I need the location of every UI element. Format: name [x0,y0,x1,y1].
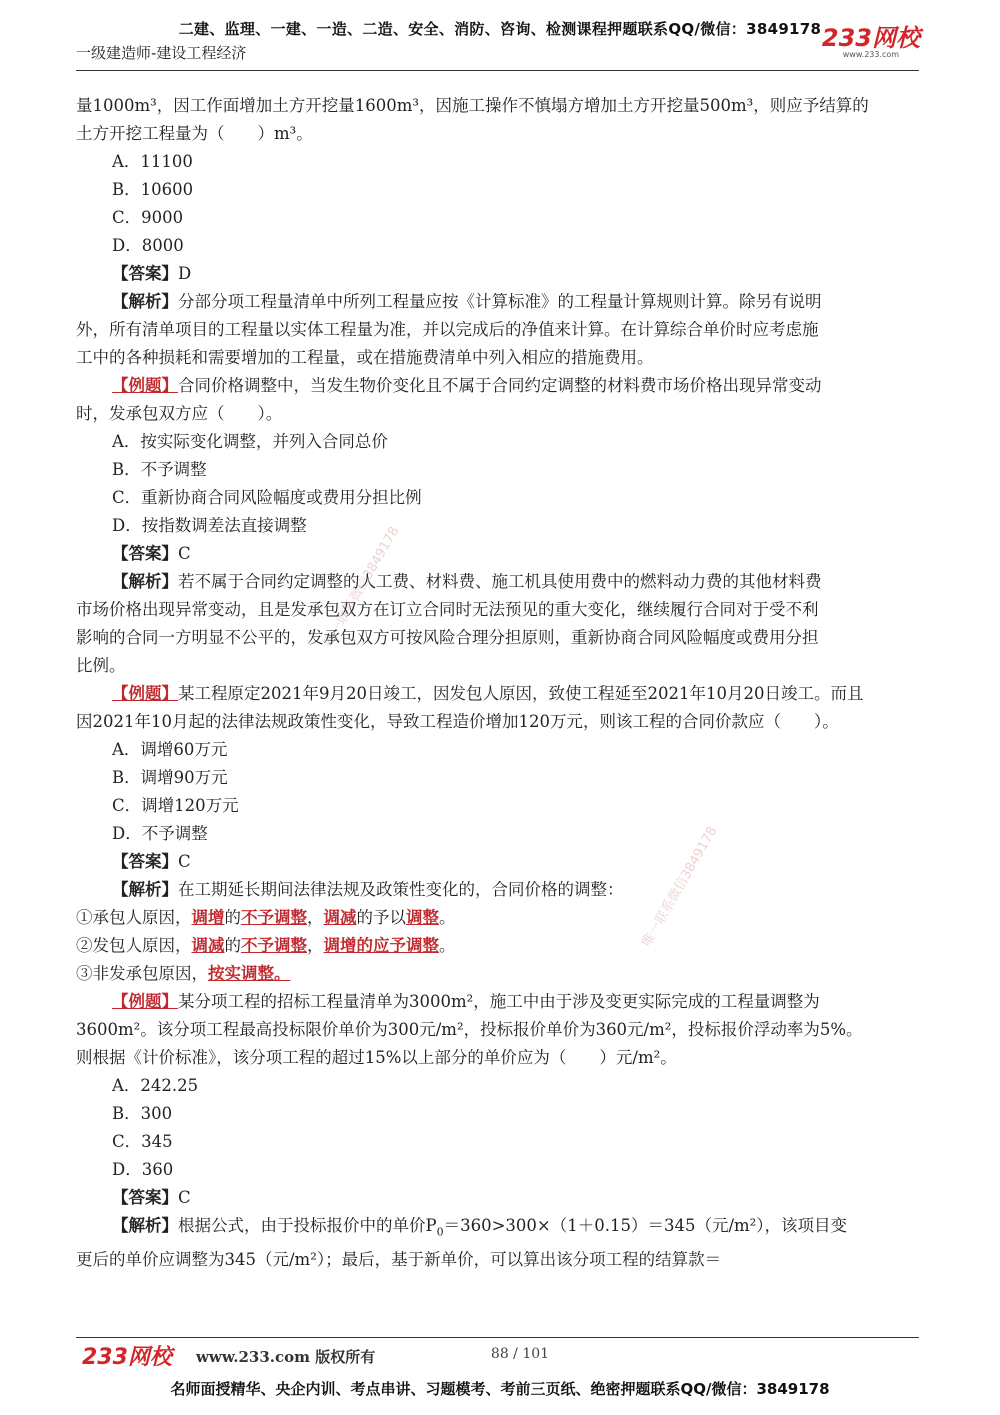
q3-rule1-b: 的 [224,908,241,927]
q4-option-d: D．360 [112,1160,174,1179]
q3-rule1-d: ， [307,908,324,927]
q1-option-a: A．11100 [112,152,193,171]
q3-stem-line2: 因2021年10月起的法律法规政策性变化，导致工程造价增加120万元，则该工程的合同价款应（ ）。 [76,712,839,731]
q1-answer-label: 【答案】 [112,264,178,283]
q4-analysis-line2: 更后的单价应调整为345（元/m²）；最后，基于新单价，可以算出该分项工程的结算款＝ [76,1250,722,1270]
q2-stem-line1 [76,372,924,400]
q3-rule-3 [76,960,924,988]
q1-stem-line1: 量1000m³，因工作面增加土方开挖量1600m³，因施工操作不慎塌方增加土方开挖量500m³，则应予结算的 [76,96,869,115]
q3-rule1-a: 调增 [191,908,225,927]
footer-bottom-banner: 名师面授精华、央企内训、考点串讲、习题模考、考前三页纸、绝密押题联系QQ/微信：3849178 [170,1380,830,1398]
q4-answer-label: 【答案】 [112,1188,178,1207]
q3-rule2-a: 调减 [191,936,225,955]
q1-analysis-text1: 分部分项工程量清单中所列工程量应按《计算标准》的工程量计算规则计算。除另有说明 [178,292,822,311]
q4-option-b: B．300 [112,1104,173,1123]
q3-answer-value: C [178,852,191,871]
page-number: 88 / 101 [490,1346,550,1362]
q3-rule3-prefix: ③非发承包原因， [76,964,208,983]
q2-option-a: A．按实际变化调整，并列入合同总价 [112,432,388,451]
watermark-2: 唯一联系微信3849178 [639,824,721,950]
header-divider [76,70,919,71]
q1-analysis-line2: 外，所有清单项目的工程量以实体工程量为准，并以完成后的净值来计算。在计算综合单价时应考虑施 [76,320,819,339]
q3-rule1-e: 调减 [323,908,357,927]
footer-divider [76,1337,919,1338]
q4-option-c: C．345 [112,1132,173,1151]
q2-stem-line2: 时，发承包双方应（ ）。 [76,404,283,423]
q4-answer-value: C [178,1188,191,1207]
footer-copyright: www.233.com 版权所有 [196,1348,376,1366]
q3-rule1-prefix: ①承包人原因， [76,908,192,927]
watermark-1: 唯一联系微信3849178 [321,524,403,650]
q3-rule1-g: 调整 [406,908,439,927]
q1-analysis-label: 【解析】 [112,292,178,311]
q4-analysis-label: 【解析】 [112,1216,178,1235]
q4-analysis-text1b: ＝360>300×（1＋0.15）＝345（元/m²），该项目变 [443,1216,848,1235]
q2-option-d: D．按指数调差法直接调整 [112,516,307,535]
q3-option-b: B．调增90万元 [112,768,228,787]
q2-analysis-line4: 比例。 [76,656,126,675]
q3-answer-label: 【答案】 [112,852,178,871]
q3-option-a: A．调增60万元 [112,740,228,759]
q3-analysis-text1: 在工期延长期间法律法规及政策性变化的，合同价格的调整： [178,880,624,899]
q1-option-d: D．8000 [112,236,184,255]
q3-option-d: D．不予调整 [112,824,208,843]
q2-stem-text1: 合同价格调整中，当发生物价变化且不属于合同约定调整的材料费市场价格出现异常变动 [178,376,822,395]
footer-logo: 233网校 [82,1345,172,1370]
logo-url: www.233.com [842,50,900,59]
q4-analysis-line1 [76,1212,924,1246]
q4-option-a: A．242.25 [112,1076,199,1095]
q3-analysis-line1 [76,876,924,904]
q3-rule-2 [76,932,924,960]
q3-option-c: C．调增120万元 [112,796,239,815]
q3-rule3-a: 按实调整。 [208,964,291,983]
page-content [76,92,924,1274]
q1-analysis-line1 [76,288,924,316]
q4-analysis-text1a: 根据公式，由于投标报价中的单价P [178,1216,437,1235]
q1-answer-value: D [178,264,192,283]
header-logo [822,26,920,60]
q4-stem-line1 [76,988,924,1016]
q3-rule1-h: 。 [439,908,456,927]
q4-stem-line2: 3600m²。该分项工程最高投标限价单价为300元/m²，投标报价单价为360元/m²，投标报价浮动率为5%。 [76,1020,863,1039]
q2-option-c: C．重新协商合同风险幅度或费用分担比例 [112,488,422,507]
q2-answer-label: 【答案】 [112,544,178,563]
q1-option-b: B．10600 [112,180,194,199]
q4-analysis-subscript: 0 [436,1225,444,1239]
q3-rule2-prefix: ②发包人原因， [76,936,192,955]
q3-stem-line1 [76,680,924,708]
header-top-banner: 二建、监理、一建、一造、二造、安全、消防、咨询、检测课程押题联系QQ/微信：3849178 [178,20,822,38]
header-subtitle: 一级建造师-建设工程经济 [76,44,247,62]
q1-stem-line2: 土方开挖工程量为（ ）m³。 [76,124,313,143]
q3-rule-1 [76,904,924,932]
q3-rule2-e: 调增的应予调整 [323,936,439,955]
q4-stem-line3: 则根据《计价标准》，该分项工程的超过15%以上部分的单价应为（ ）元/m²。 [76,1048,677,1067]
q3-rule2-b: 的 [224,936,241,955]
q3-answer [76,848,924,876]
q4-stem-text1: 某分项工程的招标工程量清单为3000m²，施工中由于涉及变更实际完成的工程量调整为 [178,992,820,1011]
q2-analysis-label: 【解析】 [112,572,178,591]
q3-example-label: 【例题】 [112,684,178,703]
q2-example-label: 【例题】 [112,376,178,395]
q2-analysis-text1: 若不属于合同约定调整的人工费、材料费、施工机具使用费中的燃料动力费的其他材料费 [178,572,822,591]
q2-analysis-line1 [76,568,924,596]
q2-analysis-line2: 市场价格出现异常变动，且是发承包双方在订立合同时无法预见的重大变化，继续履行合同对于受不利 [76,600,819,619]
q3-rule2-d: ， [307,936,324,955]
q3-rule2-h: 。 [439,936,456,955]
q1-option-c: C．9000 [112,208,184,227]
q1-analysis-line3: 工中的各种损耗和需要增加的工程量，或在措施费清单中列入相应的措施费用。 [76,348,654,367]
q2-option-b: B．不予调整 [112,460,207,479]
q3-analysis-label: 【解析】 [112,880,178,899]
q3-stem-text1: 某工程原定2021年9月20日竣工，因发包人原因，致使工程延至2021年10月20日竣工。而且 [178,684,864,703]
q1-answer [76,260,924,288]
q3-rule2-c: 不予调整 [241,936,307,955]
q3-rule1-f: 的予以 [356,908,406,927]
logo-text: 233网校 [821,24,920,52]
q4-answer [76,1184,924,1212]
q3-rule1-c: 不予调整 [241,908,307,927]
q2-answer-value: C [178,544,191,563]
q2-analysis-line3: 影响的合同一方明显不公平的，发承包双方可按风险合理分担原则，重新协商合同风险幅度或费用分担 [76,628,819,647]
q2-answer [76,540,924,568]
q4-example-label: 【例题】 [112,992,178,1011]
